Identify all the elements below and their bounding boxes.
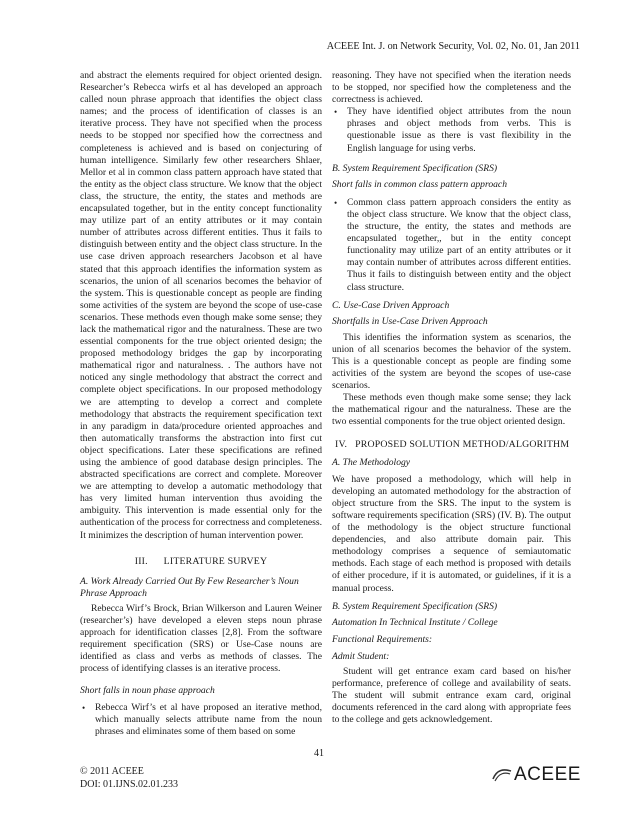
page-number: 41 — [314, 748, 324, 759]
subsection-heading-methodology: A. The Methodology — [332, 456, 411, 468]
left-paragraph-2: Rebecca Wirf’s Brock, Brian Wilkerson and Lauren Weiner (researcher’s) have developed a eleven steps noun phrase approach for identification classes [2,8]. From the software requirement specification (SRS) or Use-Case nouns are identified as class and verbs as methods of classes. The process of identifying classes is an iterative process. — [80, 602, 322, 675]
left-column — [80, 70, 322, 738]
subsection-heading-short-falls-noun: Short falls in noun phase approach — [80, 684, 215, 696]
list-item — [332, 197, 571, 294]
list-item-text: Common class pattern approach considers the entity as the object class structure. We know that the object class, the structure, the entity, the states and methods are encapsulated together,, but in the entity concept functionality may utilize part of an entity attributes or it may contain number of attributes across different entities. Thus it fails to distinguish between entity and the object class structure. — [347, 196, 571, 293]
section-heading-literature-survey: III. LITERATURE SURVEY — [134, 555, 268, 567]
left-paragraph-1: and abstract the elements required for object oriented design. Researcher’s Rebecca wirfs et al has developed an approach called noun phrase approach that identifies the object class names; and the process of identification of classes is an iterative process. They have not specified when the process needs to be stopped nor specified how the correctness and completeness is achieved and is based on conjecturing of human intelligence. Similarly few other researchers Shlaer, Mellor et al in common class pattern approach have stated that the entity as the object class structure. We know that the object class, the structure, the entity, the states and methods are encapsulated together, but in the entity concept functionality may utilize part of an entity attributes or it may contain number of attributes across different entities. Thus it fails to distinguish between entity and the object class structure. In the use case driven approach researchers Jacobson et al have stated that this approach identifies the information system as scenarios, the union of all scenarios becomes the behavior of the system. This is questionable concept as people are finding some activities of the system are beyond the scope of use-case scenarios. These methods even though make some sense; they lack the mathematical rigor and the naturalness. These are two essential components for the true object oriented design; the proposed methodology bridges the gap by incorporating mathematical rigor and naturalness. . The authors have not noticed any single methodology that abstract the correct and complete object specifications. In our proposed methodology we are attempting to develop a correct and complete methodology that abstracts the requirement specification text in any paradigm in data/procedure oriented approaches and then automatically transforms the abstraction into first cut object specifications. Later these specifications are refined using the ambience of good database design principles. The abstracted specifications are correct and complete. Moreover we are attempting to develop a automatic methodology that has very limited human intervention thus avoiding the ambiguity. This intervention is made essential only for the authentication of the process for correctness and completeness. It minimizes the description of human intervention power. — [80, 70, 322, 541]
bullet-icon: • — [82, 702, 86, 713]
list-item — [80, 702, 322, 738]
list-item-text: They have identified object attributes from the noun phrases and object methods from verbs. This is questionable issue as there is vast flexibility in the English language for using verbs. — [347, 106, 571, 154]
doi-text: DOI: 01.IJNS.02.01.233 — [80, 778, 179, 790]
subsection-heading-use-case: C. Use-Case Driven Approach — [332, 299, 450, 311]
subsection-heading-short-falls-common: Short falls in common class pattern approach — [332, 178, 507, 190]
logo-text: ACEEE — [514, 764, 581, 785]
section-heading-proposed-solution: IV. PROPOSED SOLUTION METHOD/ALGORITHM — [335, 438, 570, 450]
right-paragraph-3: These methods even though make some sense; they lack the mathematical rigour and the naturalness. These are the two essential components for the true object oriented design. — [332, 392, 571, 428]
subsection-heading-short-falls-use-case: Shortfalls in Use-Case Driven Approach — [332, 315, 488, 327]
right-bullet-list-1 — [332, 106, 571, 154]
subsection-heading-srs: B. System Requirement Specification (SRS) — [332, 600, 498, 612]
list-item-text: Rebecca Wirf’s et al have proposed an iterative method, which manually selects attribute name from the noun phrases and eliminates some of them based on some — [95, 701, 322, 737]
subsection-heading-common-class: B. System Requirement Specification (SRS) — [332, 162, 498, 174]
running-head: ACEEE Int. J. on Network Security, Vol. 02, No. 01, Jan 2011 — [326, 41, 580, 52]
right-paragraph-1: reasoning. They have not specified when the iteration needs to be stopped, nor specified how the completeness and the correctness is achieved. — [332, 70, 571, 106]
right-paragraph-2: This identifies the information system as scenarios, the union of all scenarios becomes the behavior of the system. This is a questionable concept as people are finding some activities of the system are beyond the scopes of use-case scenarios. — [332, 331, 571, 392]
subsection-heading-automation: Automation In Technical Institute / College — [332, 616, 498, 628]
copyright-text: © 2011 ACEEE — [80, 766, 144, 777]
list-item — [332, 106, 571, 154]
logo-swoosh-icon — [492, 767, 512, 783]
subsection-heading-functional-requirements: Functional Requirements: — [332, 633, 433, 645]
right-bullet-list-2 — [332, 197, 571, 294]
right-paragraph-4: We have proposed a methodology, which will help in developing an automated methodology for the abstraction of object structure from the SRS. The input to the system is software requirements specification (SRS) (IV. B). The output of the methodology is the object structure functional dependencies, and also attribute domain pair. This methodology comprises a sequence of semiautomatic methods. Each stage of each method is proposed with details of either procedure, if it is automated, or guidelines, if it is a manual process. — [332, 473, 571, 594]
right-paragraph-5: Student will get entrance exam card based on his/her performance, preference of college and availability of seats. The student will submit entrance exam card, original documents referenced in the card along with appropriate fees to the college and gets acknowledgement. — [332, 666, 571, 726]
bullet-icon: • — [334, 107, 338, 118]
aceee-logo — [492, 764, 581, 786]
footer-info — [80, 766, 178, 791]
right-column — [332, 70, 571, 727]
bullet-icon: • — [334, 197, 338, 208]
subsection-heading-admit-student: Admit Student: — [332, 650, 390, 662]
subsection-heading-noun-phrase: A. Work Already Carried Out By Few Researcher’s Noun Phrase Approach — [80, 575, 299, 599]
left-bullet-list — [80, 702, 322, 738]
